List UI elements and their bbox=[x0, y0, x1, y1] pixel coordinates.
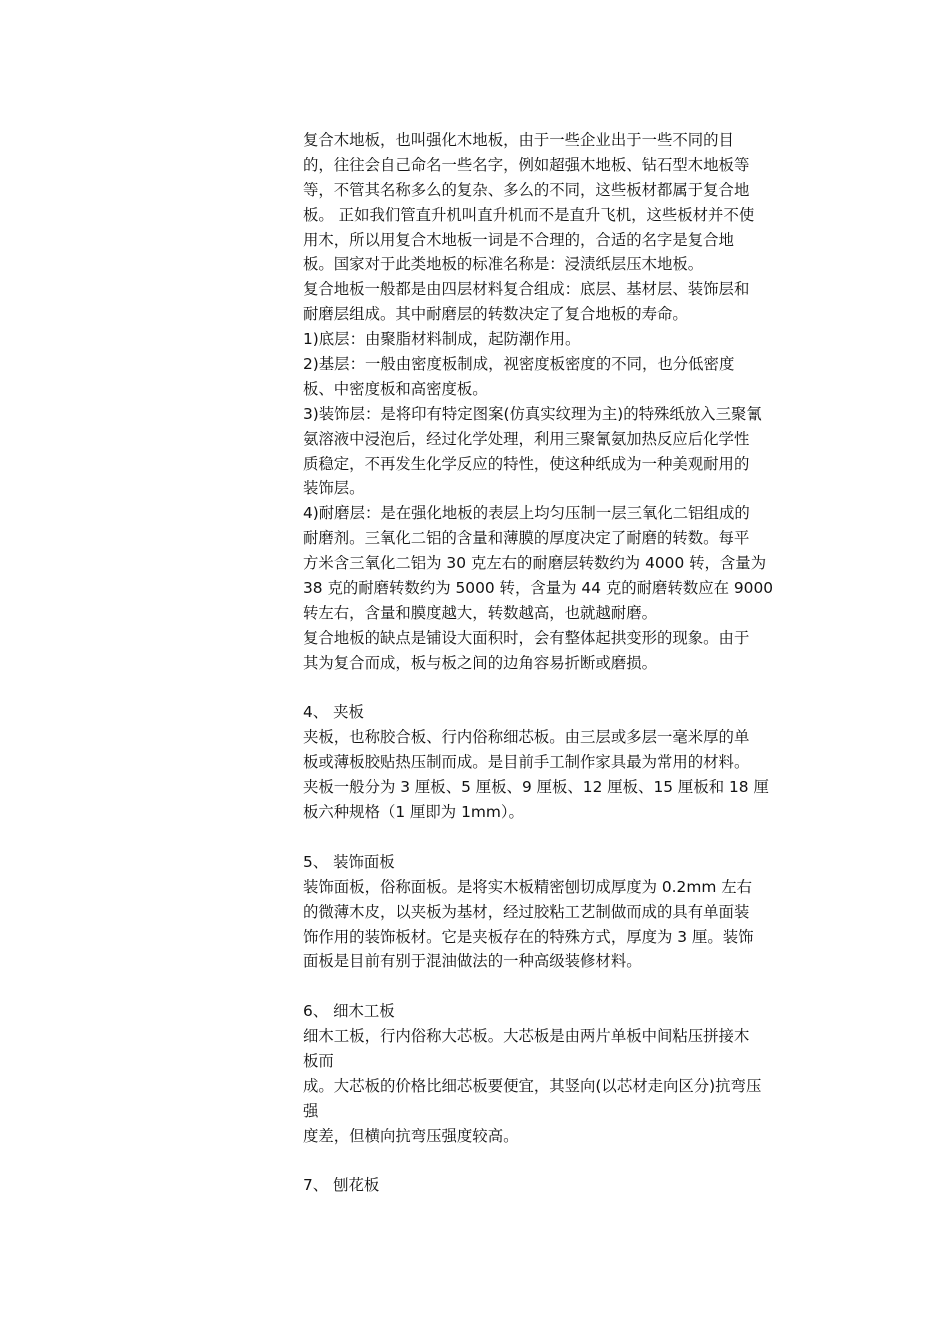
text-line: 等，不管其名称多么的复杂、多么的不同，这些板材都属于复合地 bbox=[303, 180, 750, 199]
text-line: 板而 bbox=[303, 1051, 334, 1070]
blank-line bbox=[303, 974, 813, 999]
document-body bbox=[303, 128, 813, 1198]
text-line: 细木工板，行内俗称大芯板。大芯板是由两片单板中间粘压拼接木 bbox=[303, 1027, 750, 1046]
text-line: 3)装饰层：是将印有特定图案(仿真实纹理为主)的特殊纸放入三聚氰 bbox=[303, 404, 762, 423]
text-line: 装饰层。 bbox=[303, 479, 365, 498]
text-line: 方米含三氧化二铝为 30 克左右的耐磨层转数约为 4000 转，含量为 bbox=[303, 554, 767, 573]
text-line: 1)底层：由聚脂材料制成，起防潮作用。 bbox=[303, 330, 581, 349]
text-line: 成。大芯板的价格比细芯板要便宜，其竖向(以芯材走向区分)抗弯压 bbox=[303, 1076, 762, 1095]
text-line: 复合地板的缺点是铺设大面积时，会有整体起拱变形的现象。由于 bbox=[303, 628, 750, 647]
text-line: 的微薄木皮，以夹板为基材，经过胶粘工艺制做而成的具有单面装 bbox=[303, 902, 750, 921]
text-line: 板。 正如我们管直升机叫直升机而不是直升飞机，这些板材并不使 bbox=[303, 205, 755, 224]
text-line: 夹板，也称胶合板、行内俗称细芯板。由三层或多层一毫米厚的单 bbox=[303, 728, 750, 747]
text-line: 质稳定，不再发生化学反应的特性，使这种纸成为一种美观耐用的 bbox=[303, 454, 750, 473]
text-line: 的，往往会自己命名一些名字，例如超强木地板、钻石型木地板等 bbox=[303, 155, 750, 174]
text-line: 板或薄板胶贴热压制而成。是目前手工制作家具最为常用的材料。 bbox=[303, 753, 750, 772]
text-line: 6、 细木工板 bbox=[303, 1002, 395, 1021]
text-line: 复合地板一般都是由四层材料复合组成：底层、基材层、装饰层和 bbox=[303, 280, 750, 299]
text-line: 其为复合而成，板与板之间的边角容易折断或磨损。 bbox=[303, 653, 657, 672]
text-line: 板六种规格（1 厘即为 1mm）。 bbox=[303, 803, 524, 822]
text-line: 度差，但横向抗弯压强度较高。 bbox=[303, 1126, 519, 1145]
text-line: 5、 装饰面板 bbox=[303, 852, 395, 871]
text-line: 耐磨层组成。其中耐磨层的转数决定了复合地板的寿命。 bbox=[303, 305, 688, 324]
text-line: 4、 夹板 bbox=[303, 703, 364, 722]
blank-line bbox=[303, 1149, 813, 1174]
text-line: 转左右，含量和膜度越大，转数越高，也就越耐磨。 bbox=[303, 603, 657, 622]
text-line: 装饰面板，俗称面板。是将实木板精密刨切成厚度为 0.2mm 左右 bbox=[303, 877, 753, 896]
text-line: 饰作用的装饰板材。它是夹板存在的特殊方式，厚度为 3 厘。装饰 bbox=[303, 927, 754, 946]
text-line: 耐磨剂。三氧化二铝的含量和薄膜的厚度决定了耐磨的转数。每平 bbox=[303, 529, 750, 548]
blank-line bbox=[303, 676, 813, 701]
text-line: 7、 刨花板 bbox=[303, 1176, 380, 1195]
text-line: 2)基层：一般由密度板制成，视密度板密度的不同，也分低密度 bbox=[303, 355, 735, 374]
text-line: 氨溶液中浸泡后，经过化学处理，利用三聚氰氨加热反应后化学性 bbox=[303, 429, 750, 448]
text-line: 板、中密度板和高密度板。 bbox=[303, 379, 488, 398]
text-line: 强 bbox=[303, 1101, 319, 1120]
text-line: 面板是目前有别于混油做法的一种高级装修材料。 bbox=[303, 952, 642, 971]
text-line: 4)耐磨层：是在强化地板的表层上均匀压制一层三氧化二铝组成的 bbox=[303, 504, 750, 523]
text-line: 38 克的耐磨转数约为 5000 转，含量为 44 克的耐磨转数应在 9000 bbox=[303, 579, 774, 598]
text-line: 板。国家对于此类地板的标准名称是：浸渍纸层压木地板。 bbox=[303, 255, 704, 274]
text-line: 复合木地板，也叫强化木地板，由于一些企业出于一些不同的目 bbox=[303, 131, 734, 149]
blank-line bbox=[303, 825, 813, 850]
text-line: 夹板一般分为 3 厘板、5 厘板、9 厘板、12 厘板、15 厘板和 18 厘 bbox=[303, 778, 769, 797]
text-line: 用木，所以用复合木地板一词是不合理的，合适的名字是复合地 bbox=[303, 230, 734, 249]
